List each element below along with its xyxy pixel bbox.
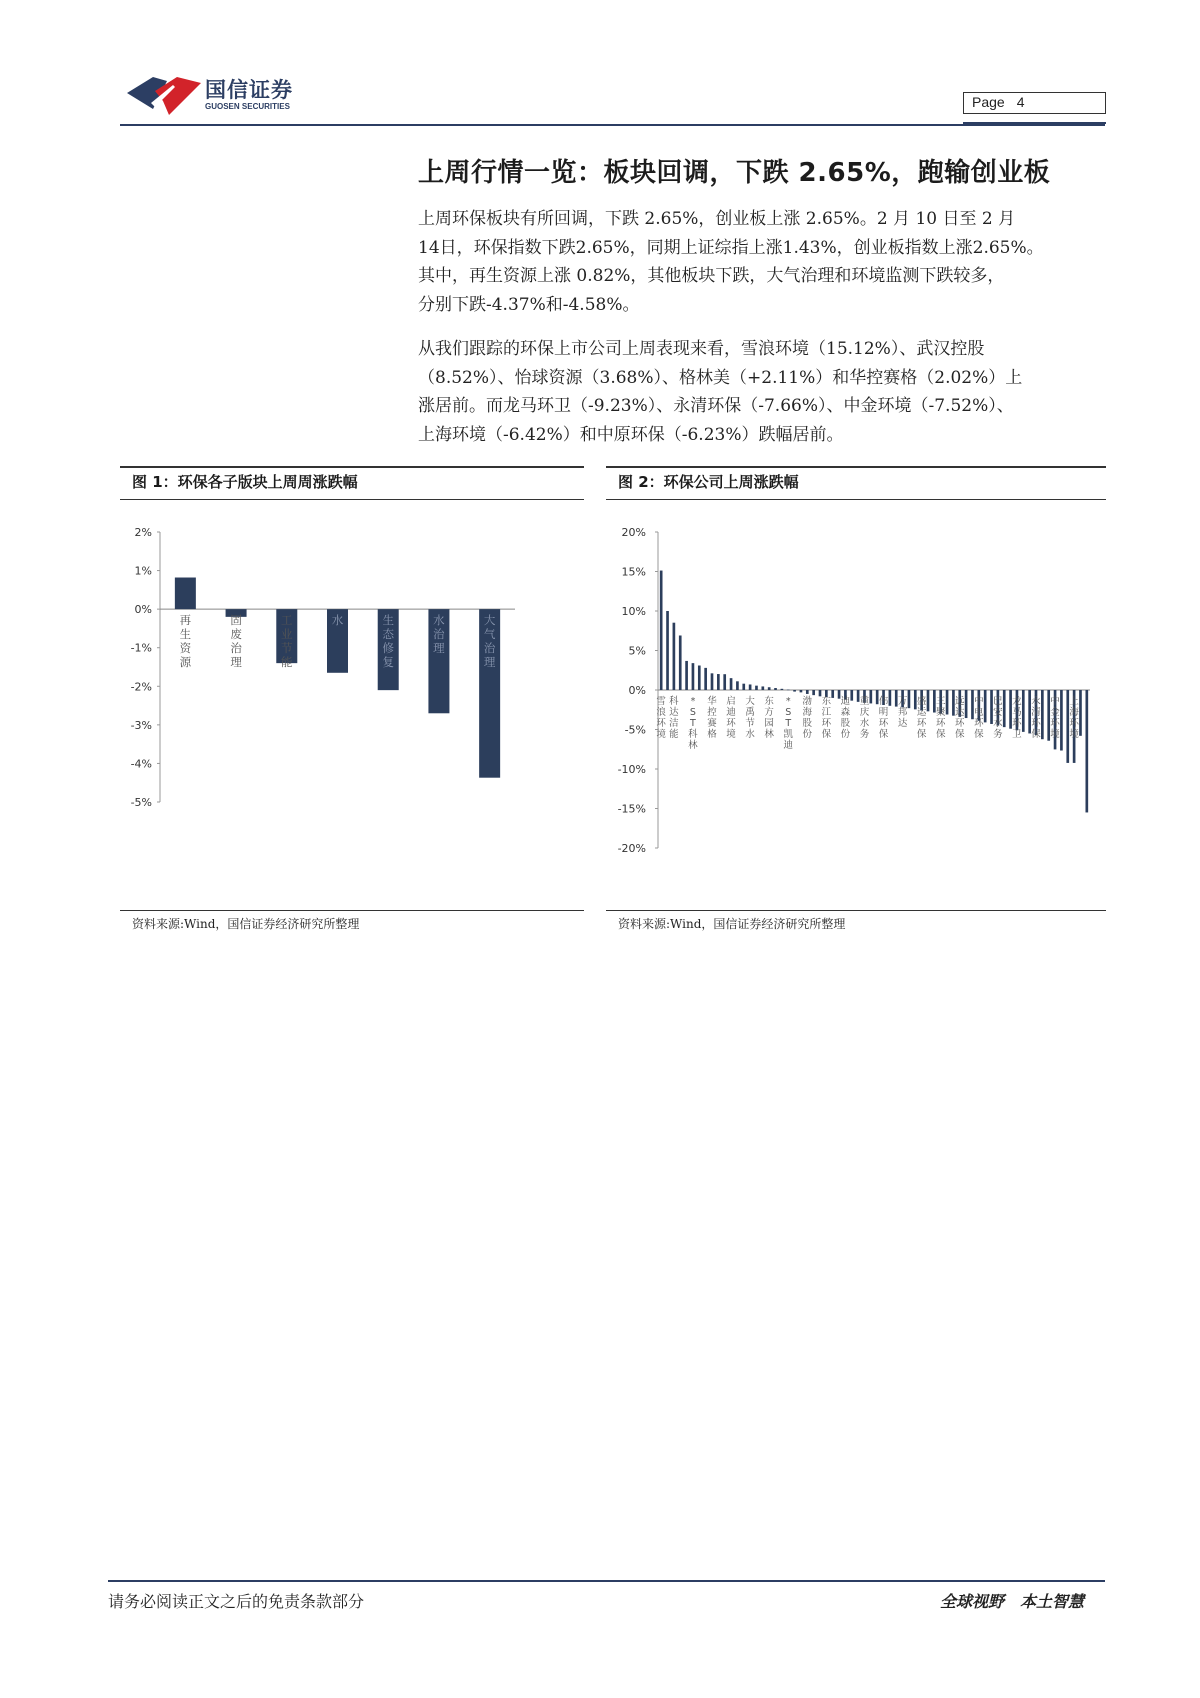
y-tick-label: -4% (130, 757, 152, 771)
company-label-char: 环 (1050, 718, 1060, 729)
company-label-char: 东 (821, 696, 832, 707)
company-label-char: 林 (764, 729, 774, 740)
company-bar (711, 673, 714, 690)
company-label-char: 安 (993, 707, 1003, 718)
page-indicator (963, 92, 1106, 114)
page-label: Page (972, 94, 1005, 110)
paragraph-line: （8.52%）、怡球资源（3.68%）、格林美（+2.11%）和华控赛格（2.02%）上 (418, 367, 1023, 388)
company-label-char: 运 (916, 707, 927, 718)
company-label-char: 股 (840, 718, 851, 729)
company-label-char: T (690, 718, 696, 729)
company-label-char: 境 (1050, 729, 1060, 740)
chart-sector-returns (120, 505, 584, 905)
company-bar (831, 690, 834, 698)
figure1-bottom-rule (120, 910, 584, 911)
company-label-char: 马 (1012, 707, 1022, 718)
figure2-caption: 图 2：环保公司上周涨跌幅 (618, 473, 799, 491)
company-label-char: 环 (1012, 718, 1022, 729)
category-label-char: 态 (382, 627, 394, 642)
company-label-char: 环 (821, 718, 832, 729)
company-label-char: 水 (859, 718, 870, 729)
company-label-char: 凯 (783, 729, 793, 740)
company-bar (781, 689, 784, 690)
company-bar (698, 666, 701, 690)
category-label-char: 工 (281, 613, 293, 628)
company-label-char: 环 (935, 718, 946, 729)
y-tick-label: -5% (130, 796, 152, 809)
section-title: 上周行情一览：板块回调，下跌 2.65%，跑输创业板 (418, 158, 1051, 188)
paragraph-line: 上海环境（-6.42%）和中原环保（-6.23%）跌幅居前。 (418, 424, 844, 445)
company-label-char: 保 (1031, 729, 1041, 740)
brand-logo (125, 73, 203, 119)
company-label-char: 大 (745, 696, 755, 707)
category-label-char: 治 (483, 641, 496, 656)
company-bar (717, 674, 720, 690)
brand-name-cn: 国信证券 (205, 78, 293, 102)
y-tick-label: 5% (628, 644, 646, 658)
company-label-char: 境 (656, 729, 666, 740)
category-label-char: 水 (331, 613, 344, 628)
company-label-char: 华 (707, 696, 717, 707)
company-bar (1079, 690, 1082, 736)
category-label-char: 治 (230, 641, 242, 656)
company-label-char: 海 (802, 707, 813, 718)
category-label-char: 资 (179, 641, 192, 656)
company-label-char: 保 (974, 729, 984, 740)
y-tick-label: 15% (621, 565, 646, 579)
company-label-char: 节 (745, 718, 755, 729)
figure1-caption: 图 1：环保各子版块上周周涨跌幅 (132, 473, 358, 491)
company-label-char: 渤 (802, 696, 813, 707)
company-bar (787, 690, 790, 691)
category-label-char: 再 (179, 613, 192, 628)
footer-disclaimer: 请务必阅读正文之后的免责条款部分 (108, 1592, 365, 1611)
company-label-char: 达 (669, 707, 679, 718)
company-bar (749, 684, 752, 690)
y-tick-label: -15% (617, 802, 646, 816)
company-label-char: 盛 (916, 696, 927, 707)
company-label-char: 东 (764, 696, 774, 707)
company-label-char: 禹 (745, 707, 755, 718)
company-label-char: 股 (802, 718, 813, 729)
company-label-char: 环 (1069, 718, 1079, 729)
company-label-char: 份 (840, 729, 851, 740)
company-bar (927, 690, 930, 711)
paragraph-line: 其中，再生资源上涨 0.82%，其他板块下跌，大气治理和环境监测下跌较多， (418, 266, 1005, 286)
y-tick-label: 2% (134, 526, 152, 539)
company-bar (742, 684, 745, 690)
company-label-char: 万 (897, 696, 908, 707)
company-bar (679, 635, 682, 690)
company-label-char: 启 (726, 696, 736, 707)
company-label-char: 迪 (783, 740, 793, 751)
company-label-char: 能 (669, 729, 679, 740)
company-label-char: 务 (859, 729, 870, 740)
category-label-char: 固 (230, 613, 242, 628)
company-label-char: 保 (955, 729, 965, 740)
company-label-char: 科 (688, 729, 698, 740)
footer-slogan-2: 本土智慧 (1020, 1592, 1085, 1611)
company-label-char: 方 (764, 707, 774, 718)
company-label-char: 明 (878, 707, 889, 718)
company-label-char: 浪 (656, 707, 666, 718)
company-label-char: 环 (974, 718, 984, 729)
company-label-char: 环 (726, 718, 736, 729)
company-label-char: 聚 (935, 707, 946, 718)
company-label-char: 保 (916, 729, 927, 740)
y-tick-label: 10% (621, 605, 646, 618)
company-label-char: 金 (1050, 707, 1060, 718)
company-bar (730, 678, 733, 690)
category-label-char: 气 (483, 627, 496, 642)
company-bar (1022, 690, 1025, 732)
category-label-char: 生 (382, 613, 394, 628)
company-label-char: 保 (935, 729, 946, 740)
company-label-char: 森 (840, 707, 851, 718)
company-bar (736, 681, 739, 690)
company-label-char: 园 (764, 718, 774, 729)
company-label-char: 保 (878, 729, 889, 740)
footer-slogan (940, 1589, 1084, 1612)
company-bar (869, 690, 872, 703)
category-label-char: 理 (230, 655, 242, 670)
company-label-char: 环 (878, 718, 889, 729)
company-label-char: 庆 (859, 707, 870, 718)
company-label-char: 中 (974, 696, 984, 707)
company-label-char: 卫 (1012, 729, 1022, 740)
category-label-char: 理 (483, 655, 496, 670)
company-label-char: 三 (935, 696, 946, 707)
y-tick-label: 0% (134, 603, 152, 617)
company-bar (761, 686, 764, 690)
company-label-char: 中 (1050, 696, 1060, 707)
category-label-char: 修 (382, 641, 394, 656)
company-label-char: 控 (707, 707, 717, 718)
company-bar (673, 623, 676, 690)
company-label-char: 雪 (656, 696, 666, 707)
company-label-char: 重 (859, 696, 870, 707)
paragraph-line: 涨居前。而龙马环卫（-9.23%）、永清环保（-7.66%）、中金环境（-7.52%）、 (418, 396, 1014, 416)
company-bar (908, 690, 911, 708)
paragraph-market-summary (418, 205, 1108, 319)
y-tick-label: -2% (130, 680, 152, 694)
figure2-top-rule (606, 466, 1106, 468)
category-label-char: 节 (281, 641, 293, 656)
category-label-char: 能 (281, 655, 293, 670)
company-label-char: 清 (1031, 707, 1041, 718)
company-label-char: 境 (1069, 729, 1079, 740)
y-tick-label: -3% (130, 718, 152, 732)
company-label-char: 邦 (897, 707, 908, 718)
company-label-char: 龙 (1012, 696, 1022, 707)
company-label-char: 达 (897, 718, 908, 729)
company-bar (800, 690, 803, 692)
company-label-char: 达 (955, 707, 965, 718)
company-label-char: 环 (955, 718, 965, 729)
company-label-char: 巴 (993, 696, 1003, 707)
company-label-char: 迪 (840, 696, 851, 707)
header-rule (120, 124, 1105, 126)
company-label-char: S (689, 707, 696, 718)
company-bar (1003, 690, 1006, 727)
y-tick-label: -10% (617, 763, 646, 776)
category-label-char: 大 (483, 613, 496, 628)
category-label-char: 业 (281, 627, 293, 642)
company-bar (755, 686, 758, 690)
company-label-char: 保 (821, 729, 832, 740)
company-label-char: 海 (1069, 707, 1079, 718)
bar-再生资源 (175, 578, 196, 610)
brand-name-en: GUOSEN SECURITIES (205, 102, 290, 111)
company-bar (806, 690, 809, 694)
company-bar (768, 687, 771, 690)
company-label-char: 伟 (878, 696, 889, 707)
company-bar (1041, 690, 1044, 739)
paragraph-line: 分别下跌-4.37%和-4.58%。 (418, 294, 640, 315)
company-label-char: 永 (1031, 696, 1041, 707)
y-tick-label: -5% (624, 723, 646, 737)
company-bar (692, 663, 695, 690)
figure2-caption-rule (606, 499, 1106, 500)
company-bar (660, 571, 663, 690)
company-bar (704, 668, 707, 690)
company-label-char: 水 (745, 729, 755, 740)
figure2-bottom-rule (606, 910, 1106, 911)
category-label-char: 理 (433, 641, 445, 656)
company-label-char: 水 (993, 718, 1003, 729)
category-label-char: 复 (382, 655, 394, 670)
y-tick-label: 1% (134, 564, 152, 578)
y-tick-label: -1% (130, 641, 152, 655)
company-label-char: 江 (821, 707, 832, 718)
company-label-char: 迪 (726, 707, 736, 718)
footer-slogan-1: 全球视野 (940, 1592, 1005, 1611)
company-label-char: T (785, 718, 792, 729)
company-bar (793, 690, 796, 692)
figure1-source: 资料来源:Wind，国信证券经济研究所整理 (132, 917, 360, 931)
category-label-char: 治 (433, 627, 445, 642)
company-label-char: 电 (974, 707, 984, 718)
company-label-char: 林 (688, 740, 698, 751)
company-label-char: 环 (916, 718, 927, 729)
company-label-char: 务 (993, 729, 1003, 740)
company-bar (774, 688, 777, 690)
figure1-caption-rule (120, 499, 584, 500)
company-label-char: 科 (669, 696, 679, 707)
company-label-char: 上 (1069, 696, 1079, 707)
company-label-char: 环 (656, 718, 666, 729)
company-label-char: * (785, 696, 791, 707)
company-bar (666, 611, 669, 690)
company-bar (812, 690, 815, 695)
paragraph-company-performance (418, 335, 1108, 449)
paragraph-line: 上周环保板块有所回调，下跌 2.65%，创业板上涨 2.65%。2 月 10 日至 2 月 (418, 209, 1016, 229)
paragraph-line: 从我们跟踪的环保上市公司上周表现来看，雪浪环境（15.12%）、武汉控股 (418, 339, 985, 359)
company-bar (1085, 690, 1088, 812)
company-bar (723, 674, 726, 690)
category-label-char: 水 (433, 613, 445, 628)
company-label-char: 赛 (707, 718, 717, 729)
company-bar (889, 690, 892, 706)
company-bar (946, 690, 949, 714)
company-bar (984, 690, 987, 722)
company-bar (685, 661, 688, 690)
company-bar (850, 690, 853, 701)
chart-company-returns (606, 505, 1106, 905)
y-tick-label: 20% (621, 526, 646, 539)
paragraph-line: 14日，环保指数下跌2.65%，同期上证综指上涨1.43%，创业板指数上涨2.65%。 (418, 237, 1044, 258)
company-label-char: 份 (802, 729, 813, 740)
y-tick-label: -20% (617, 842, 646, 855)
company-label-char: 洁 (669, 718, 679, 729)
company-label-char: 远 (955, 696, 965, 707)
company-label-char: 环 (1031, 718, 1041, 729)
company-label-char: 境 (726, 729, 736, 740)
company-label-char: S (785, 707, 792, 718)
company-bar (965, 690, 968, 718)
category-label-char: 生 (179, 627, 192, 642)
footer-rule (108, 1580, 1105, 1582)
figure1-top-rule (120, 466, 584, 468)
figure2-source: 资料来源:Wind，国信证券经济研究所整理 (618, 917, 846, 931)
company-label-char: 格 (707, 729, 717, 740)
category-label-char: 源 (179, 655, 192, 670)
y-tick-label: 0% (628, 684, 646, 697)
company-label-char: * (690, 696, 696, 707)
company-bar (1060, 690, 1063, 751)
category-label-char: 废 (230, 627, 242, 642)
page-number: 4 (1016, 94, 1025, 110)
